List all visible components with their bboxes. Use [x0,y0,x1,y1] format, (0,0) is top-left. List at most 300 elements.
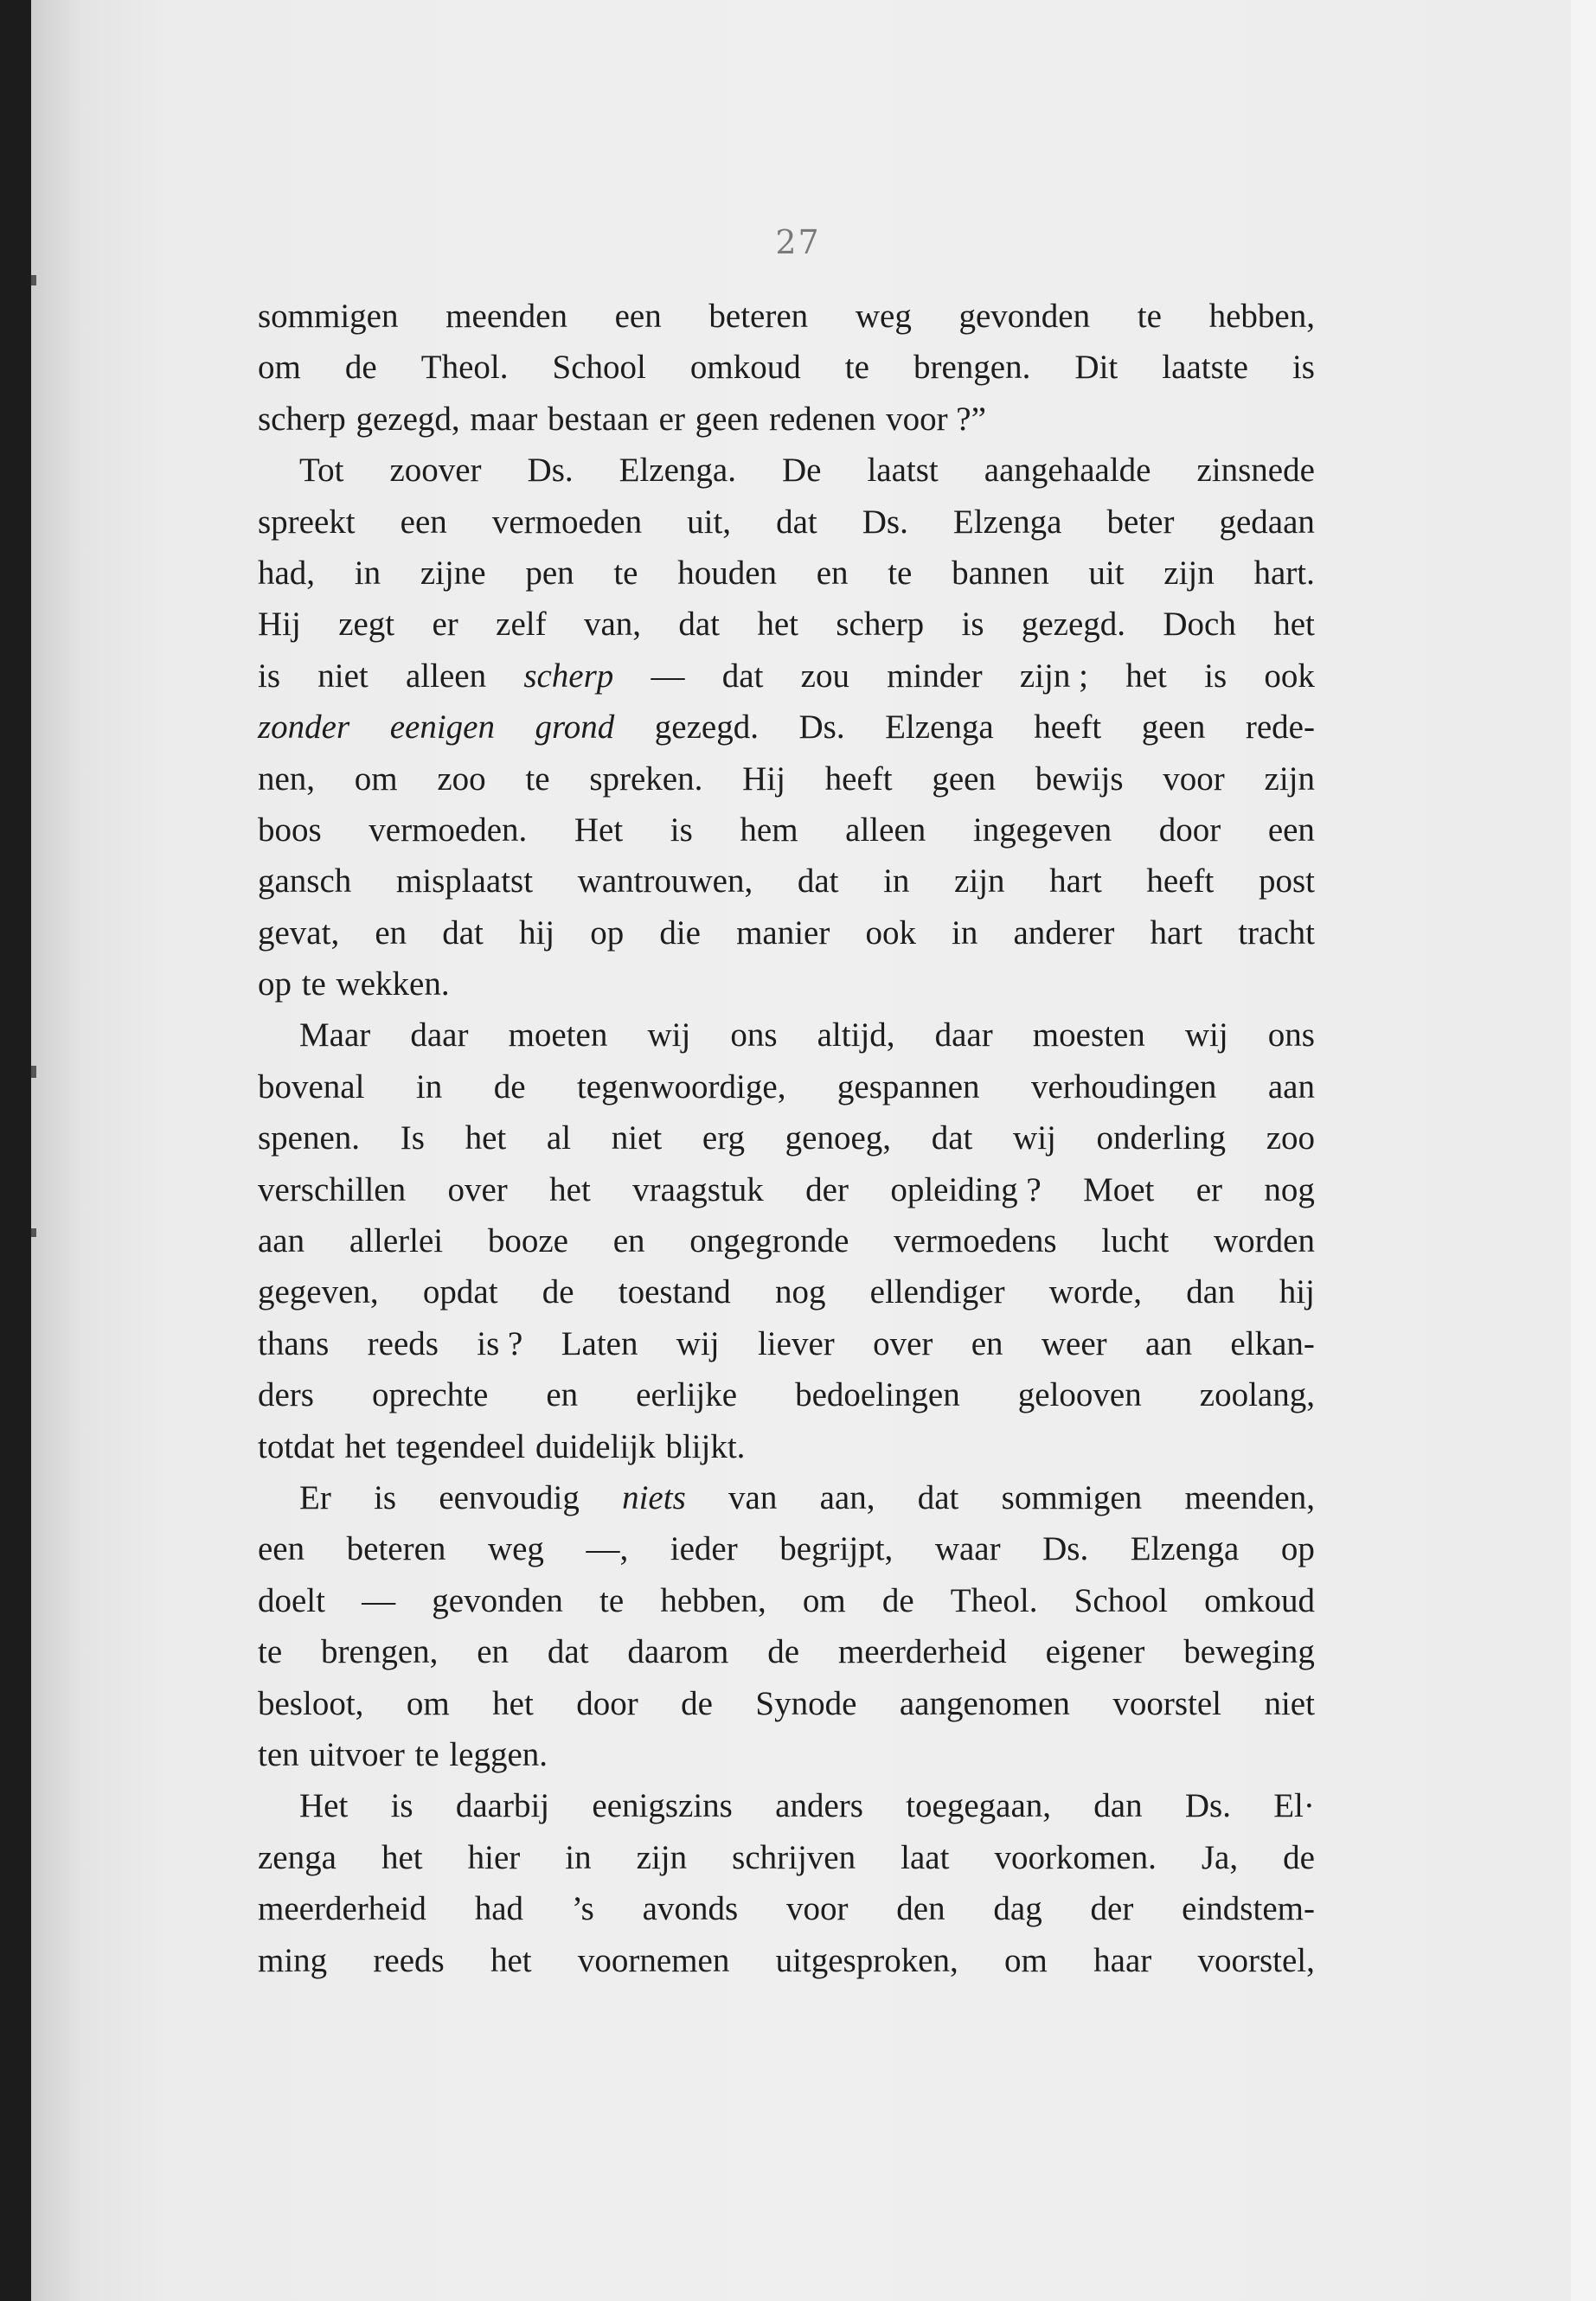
word: eerlijke [636,1376,738,1414]
word: waar [934,1530,1001,1568]
word: wij [676,1324,720,1362]
word: erg [702,1119,745,1157]
word: is [961,606,984,644]
word: voornemen [577,1941,730,1979]
word: Ds. [798,708,845,747]
word: School [552,349,646,387]
word: alleen [845,811,926,849]
word: wij [647,1016,691,1054]
word: uitgesproken, [775,1941,958,1979]
word: Elzenga [1130,1530,1240,1568]
word: op [258,965,292,1003]
word: laat [901,1838,950,1876]
word: ders [258,1376,314,1414]
word: dat [776,503,817,541]
text-line [258,497,1315,548]
text-line [258,1266,1315,1317]
word: aan [258,1222,305,1260]
word: worde, [1048,1273,1142,1311]
word: dat [931,1119,973,1157]
word: is ? [477,1324,523,1362]
word: brengen. [913,349,1031,387]
word: ongegronde [689,1222,849,1260]
word: wantrouwen, [577,862,753,901]
word: het [344,1427,387,1465]
text-line [258,1164,1315,1215]
word: uitvoer [309,1735,405,1773]
word: Elzenga. [619,452,736,490]
word: Moet [1083,1170,1155,1208]
text-line [258,1215,1315,1266]
word: is [258,657,281,695]
text-line [258,1626,1315,1677]
word: een [400,503,447,541]
word: het [757,606,799,644]
word: Ds. [1042,1530,1089,1568]
word: elkan- [1230,1324,1315,1362]
word: bannen [952,554,1049,592]
word: onderling [1096,1119,1227,1157]
word: voorstel [1112,1684,1222,1722]
word: redenen [768,400,876,438]
text-line [258,702,1315,753]
word: de [767,1633,800,1671]
word: opdat [422,1273,498,1311]
word: hij [1279,1273,1315,1311]
word: thans [258,1324,330,1362]
text-line [258,958,1315,1009]
word: grond [535,708,615,747]
word: lucht [1101,1222,1170,1260]
word: zoo [1266,1119,1315,1157]
word: een [258,1530,305,1568]
text-line [258,753,1315,804]
word: zegt [338,606,395,644]
word: booze [487,1222,568,1260]
word: moeten [508,1016,608,1054]
word: de [344,349,377,387]
word: gespannen [836,1067,980,1106]
word: sommigen [258,298,399,335]
word: het [549,1170,591,1208]
word: uit, [687,503,732,541]
word: zoo [437,760,486,798]
text-line [258,599,1315,650]
word: manier [736,913,830,952]
word: vermoeden. [369,811,528,849]
word: ons [730,1016,778,1054]
word: door [1158,811,1221,849]
word: weer [1041,1324,1107,1362]
word: zenga [258,1838,337,1876]
scan-mark [31,1066,36,1078]
word: en [477,1633,510,1671]
word: en [546,1376,579,1414]
word: hart [1150,913,1203,952]
word: School [1074,1581,1168,1619]
word: had [474,1890,524,1928]
word: minder [887,657,983,695]
word: een [1267,811,1315,849]
word: geen [1141,708,1206,747]
word: wekken. [336,965,450,1003]
word: hem [740,811,798,849]
word: te [599,1581,625,1619]
scan-mark [31,275,36,285]
word: de [542,1273,574,1311]
word: op [1280,1530,1315,1568]
text-line [258,907,1315,958]
word: vraagstuk [632,1170,764,1208]
word: liever [757,1324,835,1362]
word: hart. [1253,554,1315,592]
word: anders [775,1787,863,1825]
word: gevonden [958,298,1091,335]
word: en [971,1324,1003,1362]
word: dat [721,657,764,695]
word: laatste [1162,349,1248,387]
word: ons [1267,1016,1315,1054]
word: spreekt [258,503,356,541]
word: avonds [642,1890,739,1928]
word: gezegd. [1021,606,1126,644]
word: het [465,1119,507,1157]
word: Maar [299,1016,371,1054]
word: de [681,1684,713,1722]
word: bestaan [548,400,649,438]
word: beteren [346,1530,446,1568]
word: pen [525,554,574,592]
word: al [546,1119,572,1157]
word: is [1292,349,1315,387]
word: El· [1273,1787,1315,1825]
word: het [381,1838,423,1876]
word: heeft [1146,862,1215,901]
word: gezegd. [654,708,759,747]
word: hart [1049,862,1102,901]
word: hebben, [1208,298,1315,335]
word: weg [855,298,912,335]
word: moesten [1032,1016,1145,1054]
text-line [258,1832,1315,1883]
word: rede- [1245,708,1315,747]
word: worden [1214,1222,1315,1260]
word: in [415,1067,443,1106]
word: der [1090,1890,1134,1928]
word: Elzenga [885,708,994,747]
word: meerderheid [258,1890,426,1928]
word: om [354,760,398,798]
word: om [406,1684,450,1722]
word: zijn [636,1838,688,1876]
word: beweging [1183,1633,1315,1671]
word: voor ?” [886,400,986,438]
word: bovenal [258,1067,365,1106]
word: dat [547,1633,589,1671]
word: tracht [1238,913,1315,952]
word: gevat, [258,913,340,952]
word: de [493,1067,526,1106]
page-number: 27 [775,223,821,261]
word: nog [1264,1170,1315,1208]
word: Doch [1163,606,1236,644]
word: —, [586,1530,629,1568]
word: beteren [708,298,809,335]
text-line [258,445,1315,496]
body-text [258,291,1315,1986]
word: heeft [1034,708,1102,747]
word: heeft [824,760,893,798]
word: Ds. [1184,1787,1231,1825]
word: zinsnede [1196,452,1315,490]
text-line [258,342,1315,393]
word: leggen. [449,1735,548,1773]
word: Theol. [950,1581,1038,1619]
word: die [659,913,701,952]
word: wij [1013,1119,1056,1157]
word: te [844,349,869,387]
word: door [576,1684,638,1722]
word: niet [1264,1684,1315,1722]
word: besloot, [258,1684,364,1722]
word: verschillen [258,1170,407,1208]
word: het [1273,606,1315,644]
word: te [525,760,550,798]
word: op [590,913,625,952]
word: het [1125,657,1167,695]
word: de [1283,1838,1315,1876]
word: over [447,1170,508,1208]
word: zijne [420,554,486,592]
text-line [258,1318,1315,1369]
word: voor [1163,760,1225,798]
word: zijn [954,862,1005,901]
word: dat [442,913,484,952]
word: houden [677,554,777,592]
text-line [258,856,1315,907]
word: dag [993,1890,1042,1928]
word: over [873,1324,933,1362]
word: eigener [1045,1633,1145,1671]
word: meenden, [1184,1478,1315,1516]
word: van, [583,606,642,644]
word: gelooven [1017,1376,1142,1414]
word: daar [410,1016,469,1054]
word: boos [258,811,322,849]
word: hij [518,913,555,952]
word: te [888,554,913,592]
word: geen [695,400,760,438]
word: voorkomen. [994,1838,1157,1876]
word: het [492,1684,534,1722]
word: ook [865,913,916,952]
word: Elzenga [952,503,1062,541]
word: post [1258,862,1315,901]
word: Theol. [420,349,509,387]
word: Synode [755,1684,857,1722]
word: blijkt. [665,1427,746,1465]
word: in [883,862,910,901]
word: zonder [258,708,350,747]
paragraph [258,1009,1315,1472]
word: Hij [742,760,785,798]
word: gegeven, [258,1273,379,1311]
page-edge [1571,0,1596,2301]
word: ’s [571,1890,594,1928]
word: den [896,1890,945,1928]
word: zijn [1163,554,1215,592]
word: Er [299,1478,331,1516]
word: te [613,554,638,592]
word: wij [1184,1016,1228,1054]
word: is [670,811,693,849]
word: spreken. [589,760,703,798]
word: zou [800,657,849,695]
word: maar [470,400,538,438]
word: anderer [1013,913,1115,952]
word: aangehaalde [984,452,1151,490]
word: aan [1144,1324,1193,1362]
word: nog [774,1273,826,1311]
word: is [374,1478,397,1516]
word: zijn [1264,760,1315,798]
text-line [258,1112,1315,1163]
word: scherp [258,400,346,438]
word: reeds [367,1324,439,1362]
word: eindstem- [1182,1890,1315,1928]
word: altijd, [817,1016,895,1054]
word: Is [400,1119,425,1157]
word: ming [258,1941,328,1979]
text-line [258,1780,1315,1831]
word: gevonden [432,1581,563,1619]
word: duidelijk [535,1427,656,1465]
word: vermoedens [894,1222,1057,1260]
word: Dit [1074,349,1118,387]
word: scherp [523,657,614,695]
text-line [258,1061,1315,1112]
word: sommigen [1001,1478,1143,1516]
paragraph [258,291,1315,445]
word: aan, [819,1478,875,1516]
word: meerderheid [837,1633,1007,1671]
word: ieder [670,1530,738,1568]
word: ellendiger [869,1273,1005,1311]
word: Ja, [1201,1838,1239,1876]
word: en [375,913,407,952]
word: daarom [627,1633,729,1671]
word: Hij [258,606,301,644]
word: toestand [618,1273,731,1311]
word: niets [622,1478,686,1516]
word: te [414,1735,439,1773]
word: schrijven [732,1838,856,1876]
word: genoeg, [785,1119,892,1157]
text-line [258,548,1315,599]
word: een [614,298,662,335]
word: in [565,1838,592,1876]
text-line [258,804,1315,856]
word: hebben, [660,1581,766,1619]
word: gedaan [1219,503,1315,541]
word: weg [487,1530,544,1568]
paragraph [258,1780,1315,1986]
word: misplaatst [395,862,534,901]
word: zijn ; [1019,657,1088,695]
word: niet [317,657,369,695]
word: zelf [496,606,547,644]
word: uit [1088,554,1125,592]
word: bedoelingen [795,1376,960,1414]
paragraph [258,1472,1315,1780]
word: eenvoudig [439,1478,580,1516]
word: de [881,1581,914,1619]
word: beter [1106,503,1175,541]
word: geen [932,760,996,798]
text-line [258,394,1315,445]
word: bewijs [1035,760,1124,798]
word: voor [785,1890,849,1928]
text-line [258,1678,1315,1729]
word: omkoud [689,349,801,387]
word: meenden [445,298,567,335]
word: daarbij [455,1787,550,1825]
word: ook [1264,657,1315,695]
word: dan [1093,1787,1143,1825]
scan-mark [31,1228,36,1237]
word: De [781,452,822,490]
word: tegenwoordige, [576,1067,786,1106]
word: Laten [561,1324,638,1362]
word: gezegd, [356,400,460,438]
word: is [1204,657,1227,695]
word: Het [574,811,624,849]
word: in [952,913,978,952]
word: dat [797,862,839,901]
word: eenigen [389,708,495,747]
word: tegendeel [395,1427,526,1465]
word: alleen [405,657,487,695]
word: begrijpt, [779,1530,894,1568]
word: van [728,1478,778,1516]
word: gansch [258,862,352,901]
word: aan [1267,1067,1315,1106]
word: doelt [258,1581,325,1619]
word: ten [258,1735,299,1773]
word: zoolang, [1199,1376,1315,1414]
word: dat [917,1478,959,1516]
text-line [258,1729,1315,1780]
word: te [1137,298,1162,335]
word: totdat [258,1427,335,1465]
text-line [258,1009,1315,1061]
word: haar [1093,1941,1152,1979]
word: hier [467,1838,521,1876]
word: scherp [836,606,925,644]
text-line [258,1883,1315,1934]
word: eenigszins [592,1787,733,1825]
word: om [1004,1941,1048,1979]
text-line [258,1575,1315,1626]
text-line [258,291,1315,342]
word: voorstel, [1197,1941,1315,1979]
word: Ds. [527,452,574,490]
text-line [258,1421,1315,1472]
word: om [258,349,301,387]
word: aangenomen [899,1684,1070,1722]
word: in [354,554,381,592]
word: er [658,400,685,438]
